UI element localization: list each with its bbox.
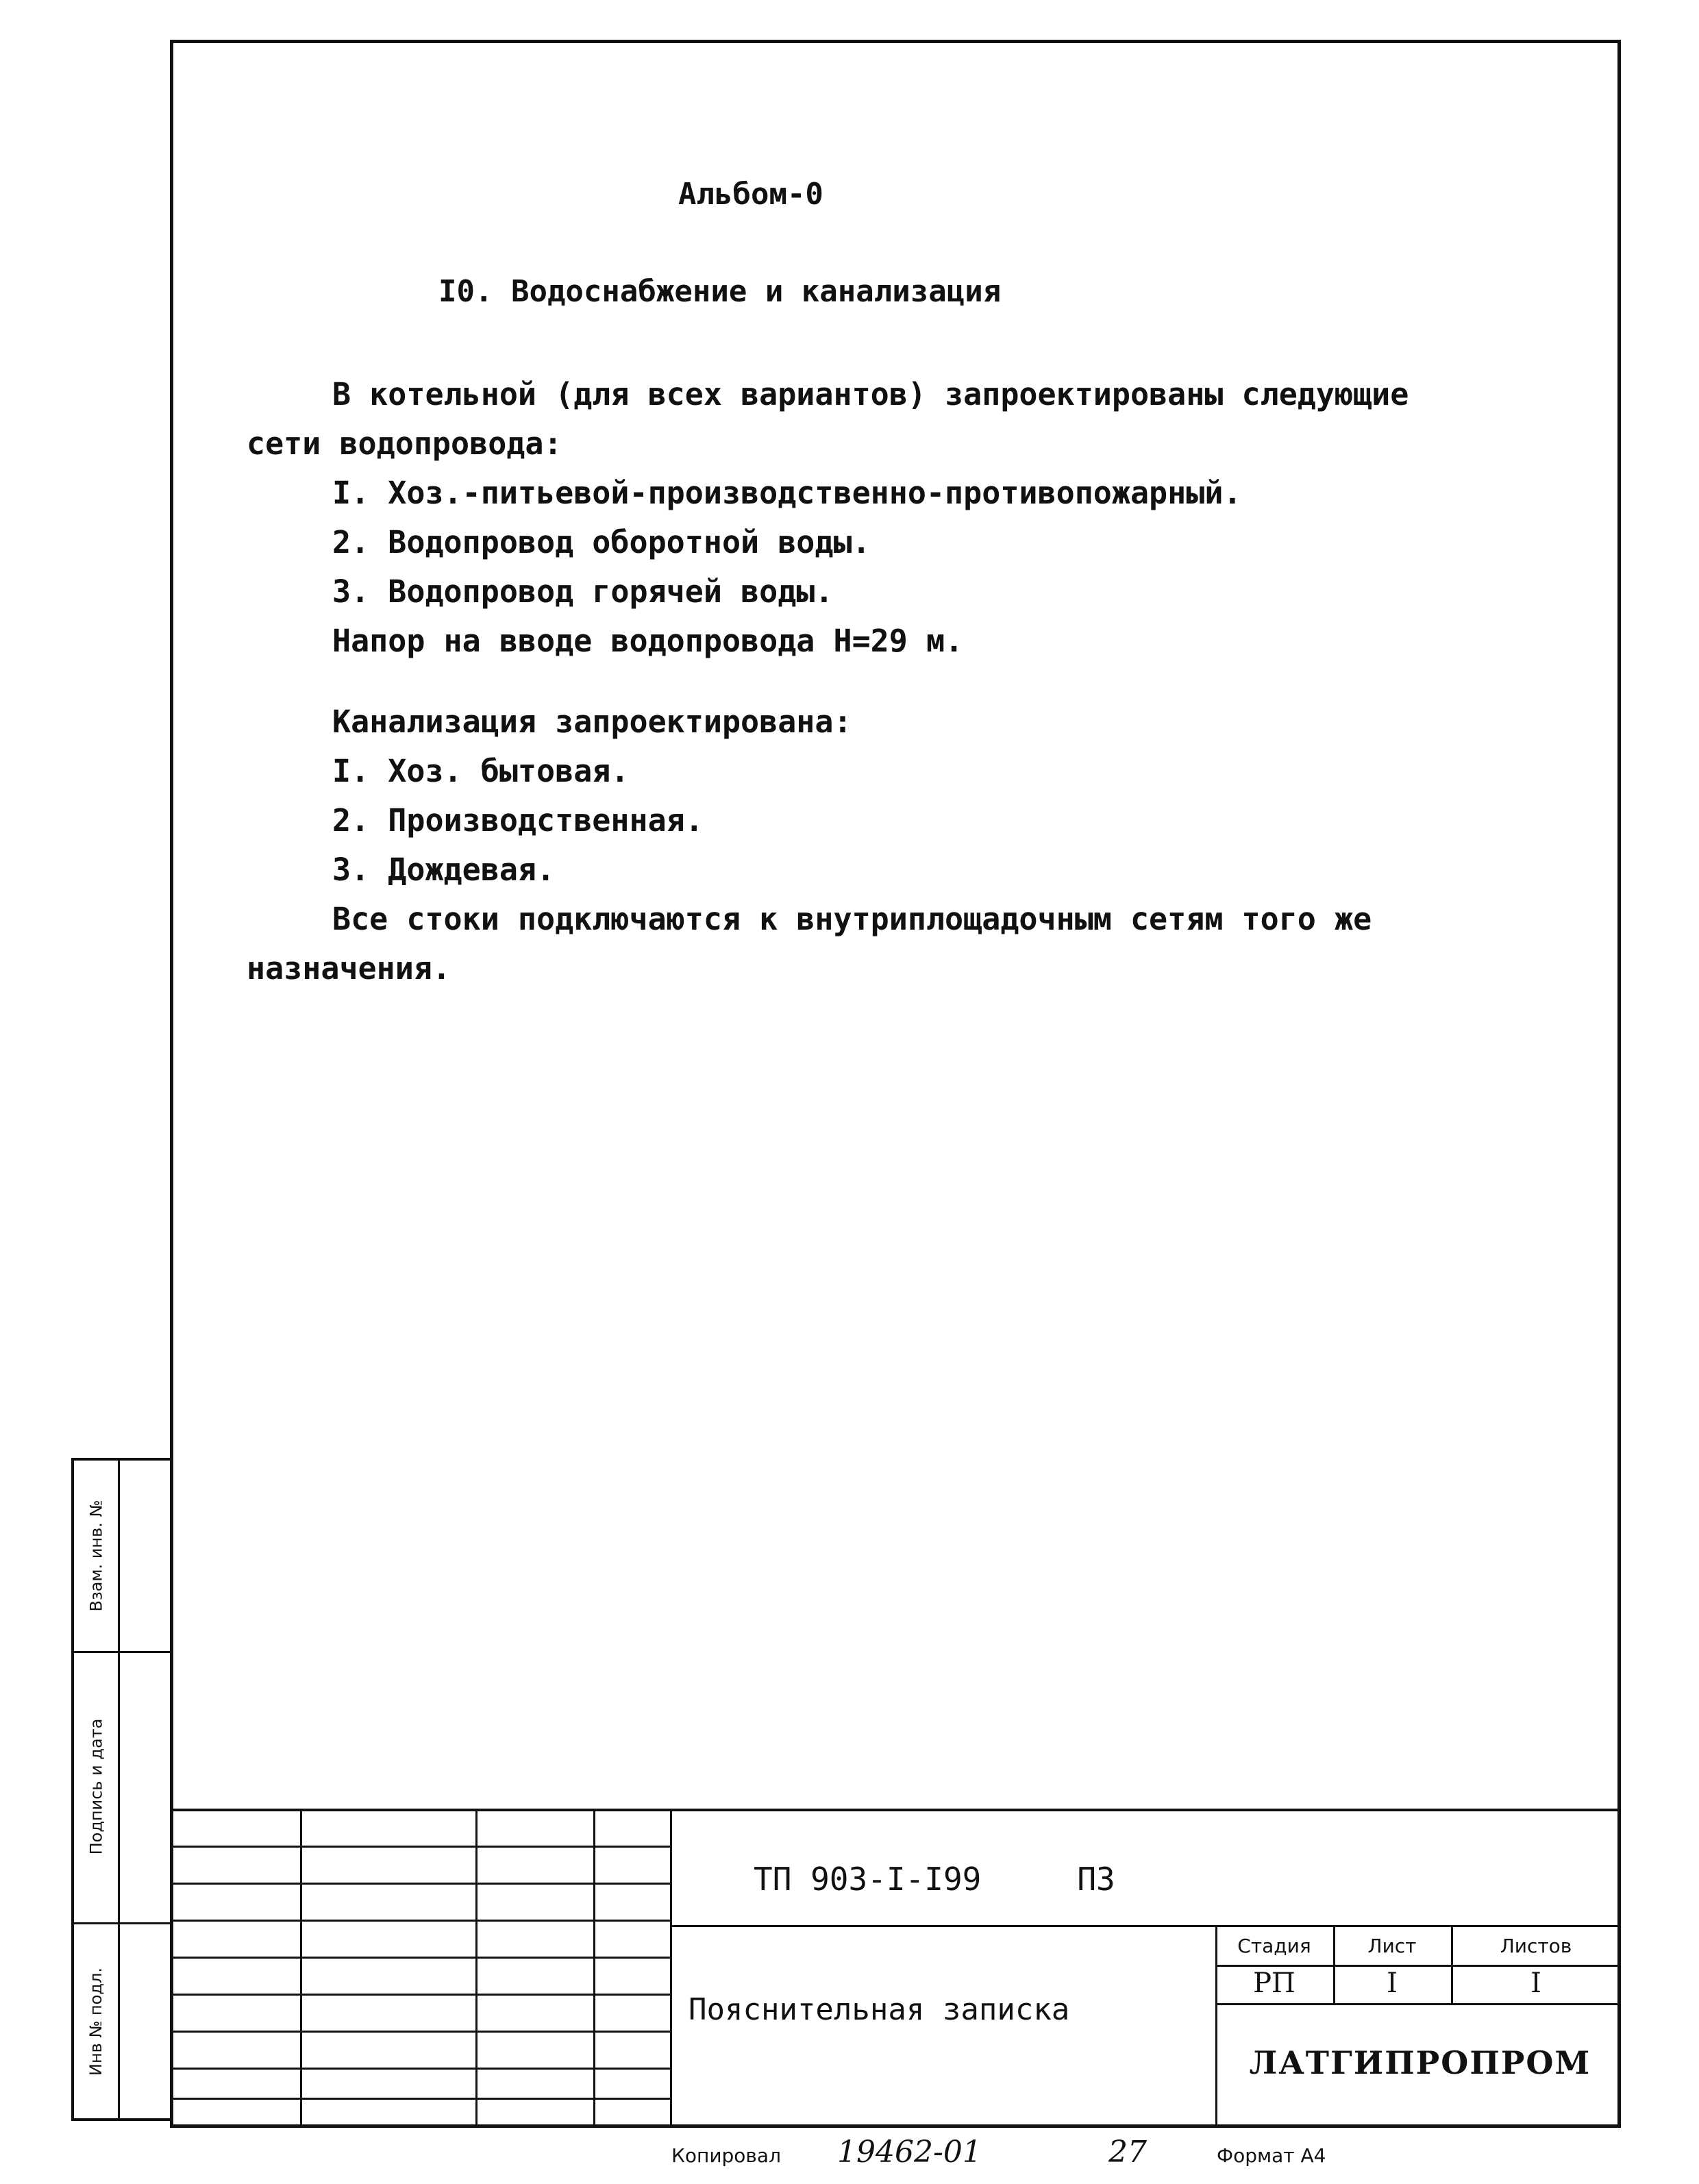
inv-no-label: Инв № подл. [86,1968,106,2076]
sewer-intro: Канализация запроектирована: [332,704,852,740]
sewer-item-1: I. Хоз. бытовая. [332,753,630,789]
code-suffix: ПЗ [1077,1861,1115,1898]
copied-value: 19462-01 [837,2135,982,2170]
sheet-label: Лист [1367,1935,1417,1957]
sign-date-label: Подпись и дата [86,1718,106,1855]
intro-line-2: сети водопровода: [247,425,562,462]
sheets-value: I [1530,1968,1541,1999]
code-main: ТП 903-I-I99 [754,1861,982,1898]
inv-no-cell [74,1922,118,2121]
replace-inv-label: Взам. инв. № [86,1500,106,1612]
sheets-label: Листов [1500,1935,1572,1957]
copied-label: Копировал [671,2144,781,2167]
sewer-item-2: 2. Производственная. [332,802,704,839]
replace-inv-cell [74,1461,118,1653]
intro-line-1: В котельной (для всех вариантов) запроектированы следующие [332,376,1409,412]
sign-date-cell [74,1651,118,1924]
format-label: Формат А4 [1217,2144,1326,2167]
water-item-3: 3. Водопровод горячей воды. [332,573,834,610]
outro-line-2: назначения. [247,950,451,986]
pressure-line: Напор на вводе водопровода Н=29 м. [332,623,964,659]
side-stamp [71,1458,170,2121]
water-item-2: 2. Водопровод оборотной воды. [332,524,871,560]
stage-label: Стадия [1237,1935,1311,1957]
sheet-value: I [1387,1968,1398,1999]
organization-name: ЛАТГИПРОПРОМ [1249,2044,1591,2081]
page-number: 27 [1108,2135,1147,2170]
water-item-1: I. Хоз.-питьевой-производственно-противопожарный. [332,475,1242,511]
sewer-item-3: 3. Дождевая. [332,852,556,888]
document-name: Пояснительная записка [689,1992,1070,2027]
stage-value: РП [1253,1968,1295,1999]
document-code [754,1861,1115,1898]
outro-line-1: Все стоки подключаются к внутриплощадочным сетям того же [332,901,1372,937]
section-title: I0. Водоснабжение и канализация [438,274,1002,309]
album-title: Альбом-0 [678,177,823,212]
document-body [247,370,1548,993]
